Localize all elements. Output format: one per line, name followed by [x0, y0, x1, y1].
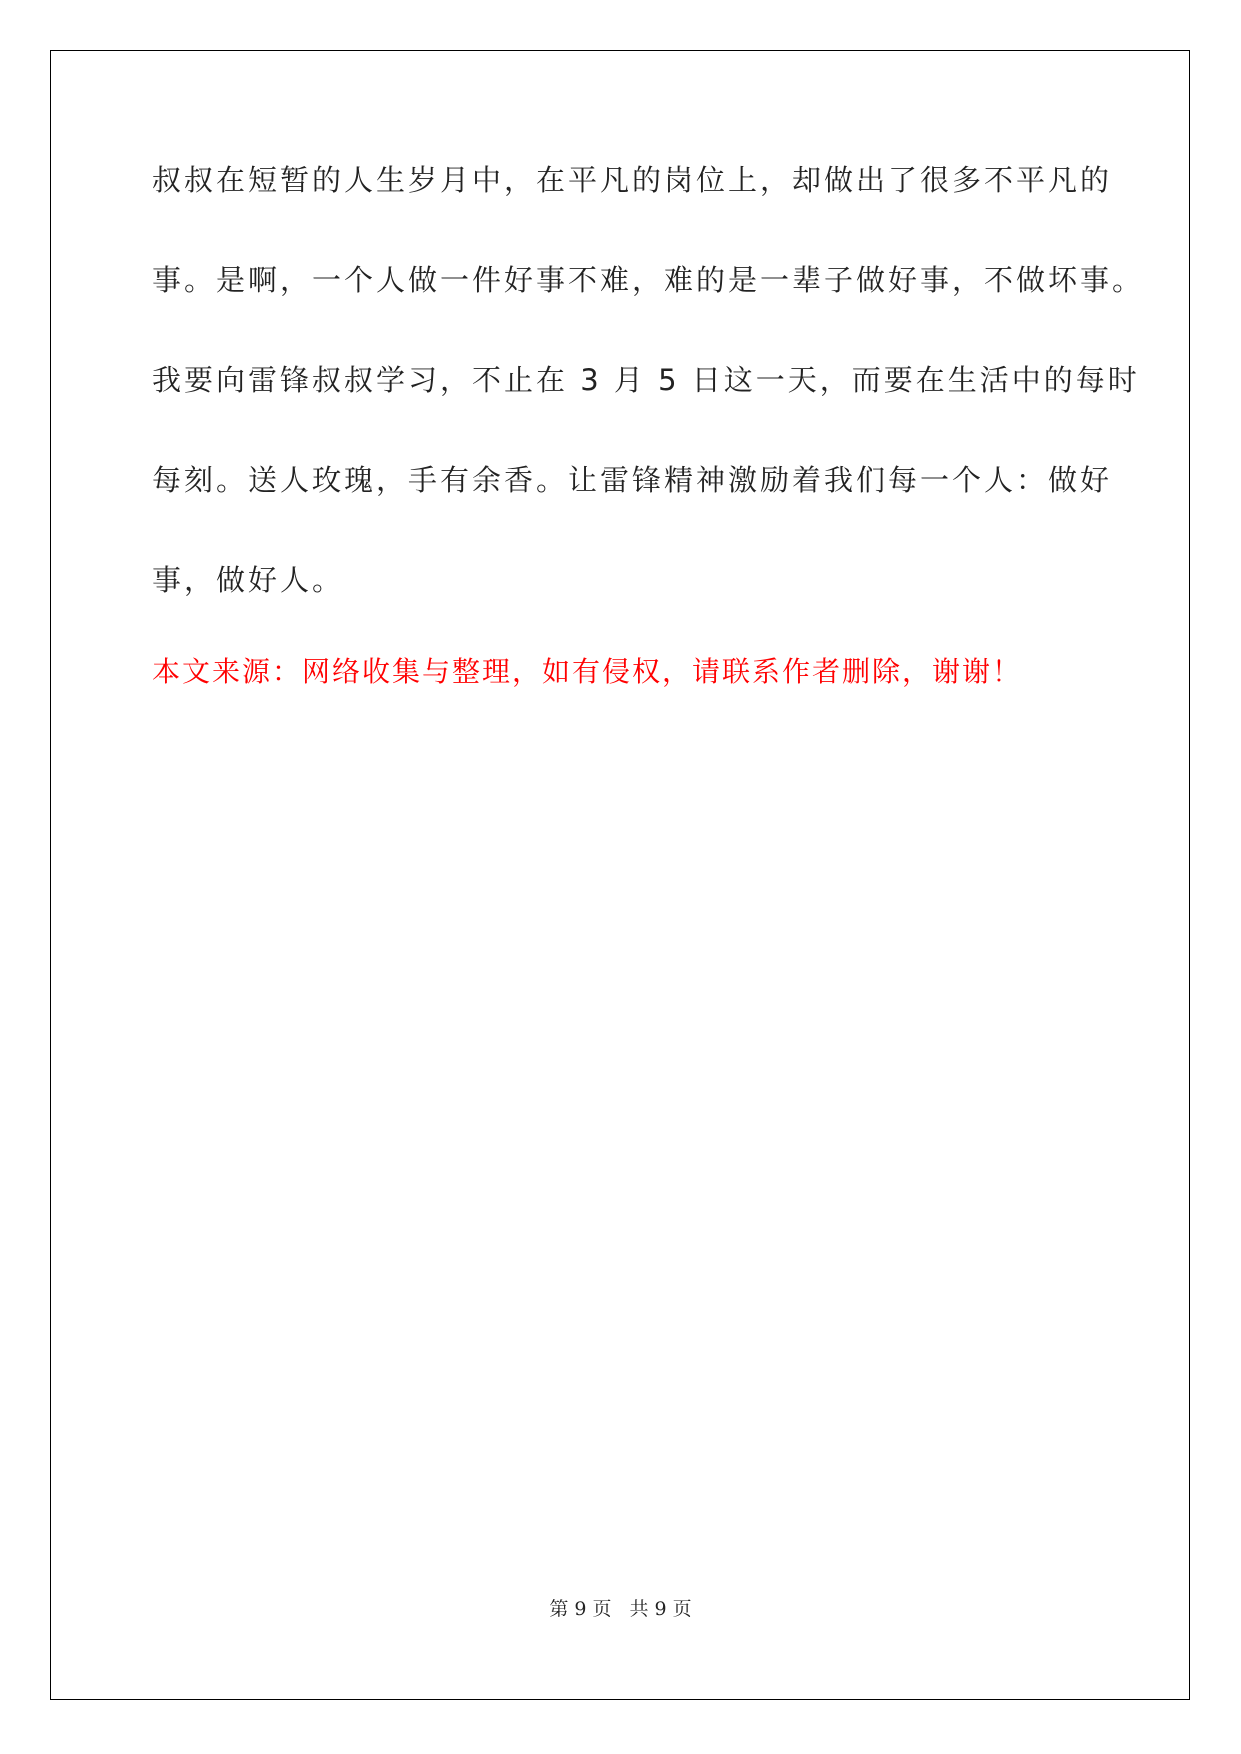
body-line: 我要向雷锋叔叔学习，不止在 3 月 5 日这一天，而要在生活中的每时 [152, 363, 1140, 397]
page-footer [0, 1596, 1241, 1622]
body-line: 事。是啊，一个人做一件好事不难，难的是一辈子做好事，不做坏事。 [152, 263, 1145, 297]
body-line: 每刻。送人玫瑰，手有余香。让雷锋精神激励着我们每一个人：做好 [152, 463, 1113, 497]
total-pages: 共 9 页 [629, 1598, 692, 1620]
source-disclaimer: 本文来源：网络收集与整理，如有侵权，请联系作者删除，谢谢！ [152, 655, 1023, 688]
document-body [152, 160, 1145, 660]
current-page-number: 第 9 页 [549, 1598, 612, 1620]
body-line: 事，做好人。 [152, 563, 345, 597]
body-line: 叔叔在短暂的人生岁月中，在平凡的岗位上，却做出了很多不平凡的 [152, 163, 1113, 197]
